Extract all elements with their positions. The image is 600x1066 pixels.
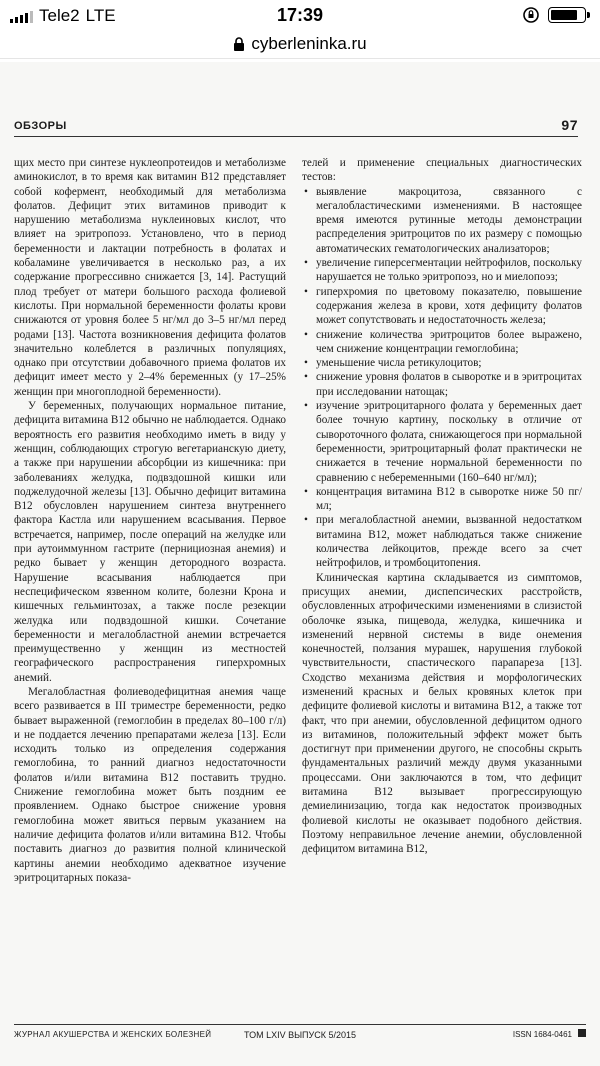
clock: 17:39 bbox=[276, 5, 324, 25]
left-column bbox=[14, 156, 286, 885]
footer-square-icon bbox=[578, 1029, 586, 1037]
paragraph: Клиническая картина складывается из симптомов, присущих анемии, диспепсических расстройств, обусловленных атрофическими изменениями в слизистой оболочке языка, пищевода, желудка, кишечника и изменений нервной системы в виде онемения конечностей, ползания мурашек, нарушения глубокой чувствительности, спастического парапареза [13]. Сходство механизма действия и морфологических изменений красных и белых кровяных клеток при дефиците фолиевой кислоты и витамина B12, а также тот факт, что при анемии, обусловленной дефицитом одного из витаминов, положительный эффект может быть достигнут при применении другого, не способны скрыть фундаментальных различий между двумя указанными процессами. Они заключаются в том, что дефицит витамина B12 вызывает прогрессирующую демиелинизацию, тогда как недостаток производных фолиевой кислоты не оказывает подобного действия. Поэтому неправильное лечение анемии, обусловленной дефицитом витамина B12, bbox=[302, 571, 582, 856]
orientation-lock-icon bbox=[522, 6, 540, 24]
list-item: • увеличение гиперсегментации нейтрофилов, поскольку нарушается не только эритропоэз, но и миелопоэз; bbox=[302, 256, 582, 285]
list-item: • гиперхромия по цветовому показателю, повышение содержания железа в крови, хотя дефициту фолатов может сопутствовать и недостаточность железа; bbox=[302, 285, 582, 328]
running-header bbox=[14, 116, 578, 137]
section-title: ОБЗОРЫ bbox=[14, 120, 67, 132]
issn: ISSN 1684-0461 bbox=[512, 1030, 572, 1039]
network-type: LTE bbox=[85, 6, 116, 25]
paragraph: щих место при синтезе нуклеопротеидов и метаболизме аминокислот, в то время как витамин B12 представляет собой кофермент, необходимый для метаболизма фолатов. Дефицит этих витаминов приводит к нарушению метаболизма нуклеиновых кислот, что влияет на эритропоэз. Установлено, что в период беременности и лактации потребность в фолатах и кобаламине увеличивается в несколько раз, а их содержание прогрессивно снижается [3, 14]. Растущий плод требует от матери большого расхода фолиевой кислоты. При нормальной беременности фолаты крови снижаются от уровня более 5 нг/мл до 3–5 нг/мл перед родами [13]. Частота возникновения дефицита фолатов значительно колеблется в различных популяциях, однако при отсутствии добавочного приема фолатов их дефицит имеет место у 2–4% беременных (у 17–25% женщин при многоплодной беременности). bbox=[14, 157, 286, 398]
carrier-name: Tele2 bbox=[39, 6, 80, 25]
diagnostic-tests-list bbox=[302, 185, 582, 571]
paragraph: телей и применение специальных диагностических тестов: bbox=[302, 157, 582, 184]
paragraph: У беременных, получающих нормальное питание, дефицита витамина B12 обычно не наблюдается. Однако вероятность его развития необходимо иметь в виду у женщин, соблюдающих строгую вегетарианскую диету, а также при нарушении абсорбции из кишечника: при заболеваниях желудка, подвздошной кишки или поджелудочной железы [13]. Обычно дефицит витамина B12 обусловлен нарушением синтеза внутреннего фактора Кастла или нарушением всасывания. Первое встречается, например, после операций на желудке или при аутоиммунном гастрите (пернициозная анемия) и редко бывает у женщин детородного возраста. Нарушение всасывания наблюдается при неспецифическом язвенном колите, болезни Крона и кишечных гельминтозах, а также после резекции желудка или подвздошной кишки. Сочетание беременности и мегалобластной анемии встречается преимущественно у женщин из местностей географического распространения гиперхромных анемий. bbox=[14, 400, 287, 684]
list-item: • выявление макроцитоза, связанного с мегалобластическими изменениями. В настоящее время имеются рутинные методы демонстрации распределения эритроцитов по их размеру с помощью автоматических гематологических анализаторов; bbox=[302, 185, 582, 256]
lock-icon bbox=[233, 37, 245, 51]
journal-name: ЖУРНАЛ АКУШЕРСТВА И ЖЕНСКИХ БОЛЕЗНЕЙ bbox=[14, 1030, 212, 1039]
page-number: 97 bbox=[561, 117, 578, 133]
right-column bbox=[302, 156, 582, 857]
list-item: • концентрация витамина B12 в сыворотке ниже 50 пг/мл; bbox=[302, 485, 582, 514]
address-bar[interactable] bbox=[0, 30, 600, 59]
list-item: • снижение количества эритроцитов более выражено, чем снижение концентрации гемоглобина; bbox=[302, 328, 582, 357]
url-text[interactable]: cyberleninka.ru bbox=[251, 34, 367, 53]
page-footer bbox=[14, 1024, 586, 1043]
list-item: • изучение эритроцитарного фолата у беременных дает более точную картину, поскольку в отличие от сывороточного фолата, снижающегося при нормальной беременности, эритроцитарный фолат практически не снижается в течение нормальной беременности по сравнению с небеременными (160–640 нг/мл); bbox=[302, 399, 582, 485]
list-item: • при мегалобластной анемии, вызванной недостатком витамина B12, может наблюдаться также снижение количества лейкоцитов, прежде всего за счет нейтрофилов, и тромбоцитопения. bbox=[302, 513, 582, 570]
paragraph: Мегалобластная фолиеводефицитная анемия чаще всего развивается в III триместре беременности, редко бывает выраженной (гемоглобин в пределах 80–100 г/л) и не поддается лечению препаратами железа [13]. Если исходить только из определения содержания гемоглобина, то ранний диагноз недостаточности фолатов и/или витамина B12 поставить трудно. Снижение гемоглобина может быть поздним ее проявлением. Однако быстрое снижение уровня гемоглобина может явиться первым указанием на наличие дефицита фолатов и/или витамина B12. Чтобы поставить диагноз до развития полной клинической картины анемии необходимо адекватное изучение эритроцитарных показа- bbox=[14, 685, 286, 884]
battery-icon bbox=[548, 7, 586, 23]
volume-issue: ТОМ LXIV ВЫПУСК 5/2015 bbox=[243, 1030, 357, 1040]
document-page bbox=[0, 62, 600, 1066]
status-bar bbox=[0, 0, 600, 30]
list-item: • снижение уровня фолатов в сыворотке и в эритроцитах при исследовании натощак; bbox=[302, 370, 582, 399]
list-item: • уменьшение числа ретикулоцитов; bbox=[302, 356, 582, 370]
